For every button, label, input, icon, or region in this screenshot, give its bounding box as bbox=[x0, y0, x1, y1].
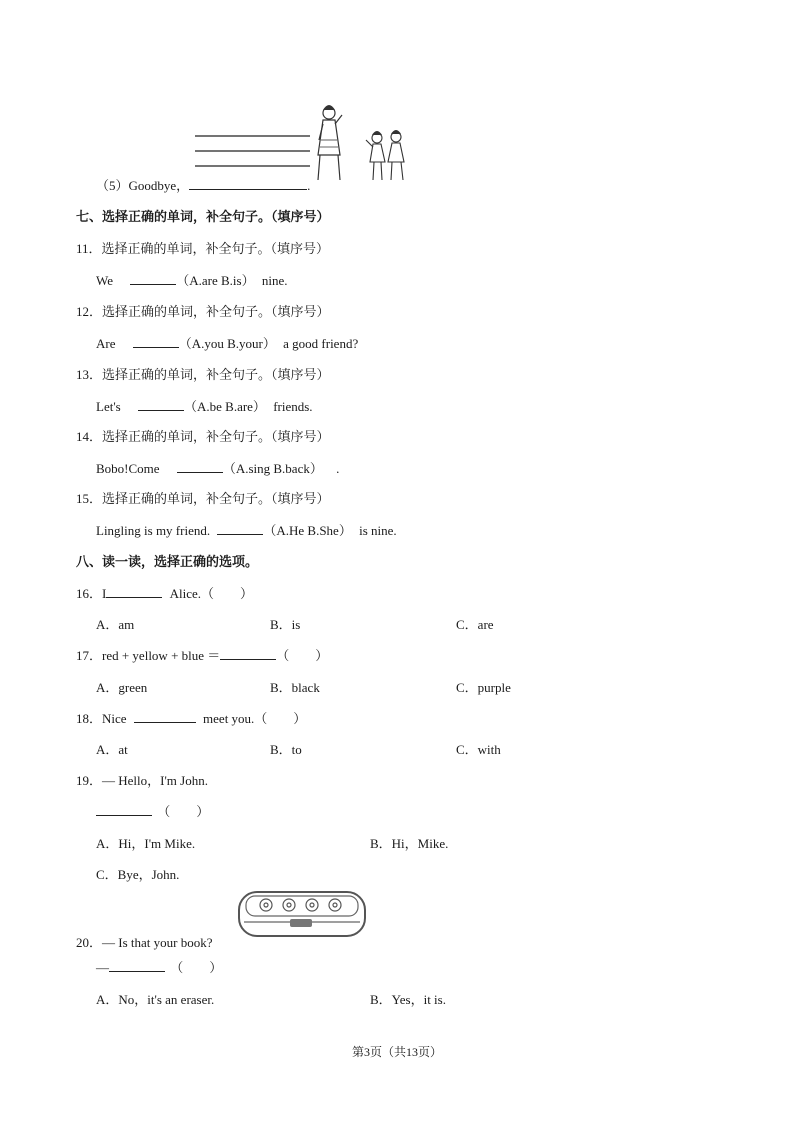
q14-before: Bobo!Come bbox=[96, 461, 160, 476]
q19-option-c[interactable]: C．Bye，John. bbox=[96, 867, 180, 882]
section7-title: 七、选择正确的单词，补全句子。（填序号） bbox=[76, 210, 330, 225]
q20-blank[interactable] bbox=[109, 959, 165, 972]
q19-option-a[interactable]: A．Hi，I'm Mike. bbox=[96, 836, 196, 851]
q11-blank[interactable] bbox=[130, 272, 176, 285]
q14-heading: 14．选择正确的单词，补全句子。（填序号） bbox=[76, 429, 330, 444]
q5-prefix: （5）Goodbye， bbox=[96, 178, 190, 193]
q11-choices: （A.are B.is） bbox=[176, 273, 255, 288]
q19-stem: 19．— Hello，I'm John. bbox=[76, 773, 208, 788]
q15-sentence bbox=[96, 520, 397, 539]
q14-after: . bbox=[336, 461, 340, 476]
q16-option-b[interactable]: B．is bbox=[270, 617, 301, 632]
q11-after: nine. bbox=[261, 273, 288, 288]
q20-dash: — bbox=[96, 960, 109, 975]
q17-stem-b: （ ） bbox=[276, 648, 329, 663]
q19-paren: （ ） bbox=[157, 804, 210, 819]
q16-stem-a: 16．I bbox=[76, 586, 107, 601]
q13-after: friends. bbox=[273, 399, 313, 414]
q17-option-a[interactable]: A．green bbox=[96, 680, 148, 695]
q19-answer-line bbox=[96, 801, 209, 820]
q13-before: Let's bbox=[96, 399, 121, 414]
q20-option-b[interactable]: B．Yes，it is. bbox=[370, 992, 446, 1007]
q5-line bbox=[96, 175, 310, 194]
q19-option-b[interactable]: B．Hi，Mike. bbox=[370, 836, 449, 851]
q20-paren: （ ） bbox=[170, 960, 223, 975]
q18-blank[interactable] bbox=[134, 710, 196, 723]
q20-answer-line bbox=[96, 957, 222, 976]
section8-title: 八、读一读，选择正确的选项。 bbox=[76, 555, 259, 570]
q18-option-c[interactable]: C．with bbox=[456, 742, 501, 757]
q20-stem: 20．— Is that your book? bbox=[76, 935, 213, 950]
q15-after: is nine. bbox=[359, 523, 397, 538]
q15-choices: （A.He B.She） bbox=[263, 523, 352, 538]
pencil-case-illustration bbox=[236, 888, 368, 940]
q16-option-a[interactable]: A．am bbox=[96, 617, 135, 632]
q12-after: a good friend? bbox=[283, 336, 359, 351]
q15-blank[interactable] bbox=[217, 522, 263, 535]
q16-stem bbox=[76, 583, 253, 602]
q16-blank[interactable] bbox=[106, 585, 162, 598]
page-number: 第3页（共13页） bbox=[351, 1045, 442, 1059]
q11-before: We bbox=[96, 273, 113, 288]
q16-option-c[interactable]: C．are bbox=[456, 617, 494, 632]
q15-heading: 15．选择正确的单词，补全句子。（填序号） bbox=[76, 491, 330, 506]
q18-stem-a: 18．Nice bbox=[76, 711, 127, 726]
q17-option-c[interactable]: C．purple bbox=[456, 680, 511, 695]
q16-stem-b: Alice.（ ） bbox=[169, 586, 253, 601]
q17-option-b[interactable]: B．black bbox=[270, 680, 320, 695]
q14-sentence bbox=[96, 458, 339, 477]
q5-blank[interactable] bbox=[189, 177, 307, 190]
q13-sentence bbox=[96, 396, 313, 415]
q17-stem-a: 17．red + yellow + blue ＝ bbox=[76, 648, 221, 663]
q19-blank[interactable] bbox=[96, 803, 152, 816]
q17-stem bbox=[76, 645, 328, 664]
q11-heading: 11．选择正确的单词，补全句子。（填序号） bbox=[76, 241, 330, 256]
q17-blank[interactable] bbox=[220, 647, 276, 660]
q12-blank[interactable] bbox=[133, 335, 179, 348]
q18-stem bbox=[76, 708, 306, 727]
q15-before: Lingling is my friend. bbox=[96, 523, 211, 538]
q18-option-b[interactable]: B．to bbox=[270, 742, 302, 757]
q11-sentence bbox=[96, 270, 288, 289]
q12-before: Are bbox=[96, 336, 116, 351]
q12-heading: 12．选择正确的单词，补全句子。（填序号） bbox=[76, 304, 330, 319]
q12-choices: （A.you B.your） bbox=[178, 336, 276, 351]
q18-stem-b: meet you.（ ） bbox=[203, 711, 307, 726]
q13-blank[interactable] bbox=[138, 398, 184, 411]
q13-heading: 13．选择正确的单词，补全句子。（填序号） bbox=[76, 367, 330, 382]
q13-choices: （A.be B.are） bbox=[183, 399, 266, 414]
q14-blank[interactable] bbox=[177, 460, 223, 473]
q14-choices: （A.sing B.back） bbox=[222, 461, 323, 476]
q18-option-a[interactable]: A．at bbox=[96, 742, 128, 757]
q5-suffix: . bbox=[307, 178, 311, 193]
q20-option-a[interactable]: A．No，it's an eraser. bbox=[96, 992, 215, 1007]
pencil-case-icon bbox=[236, 888, 368, 940]
q12-sentence bbox=[96, 333, 358, 352]
